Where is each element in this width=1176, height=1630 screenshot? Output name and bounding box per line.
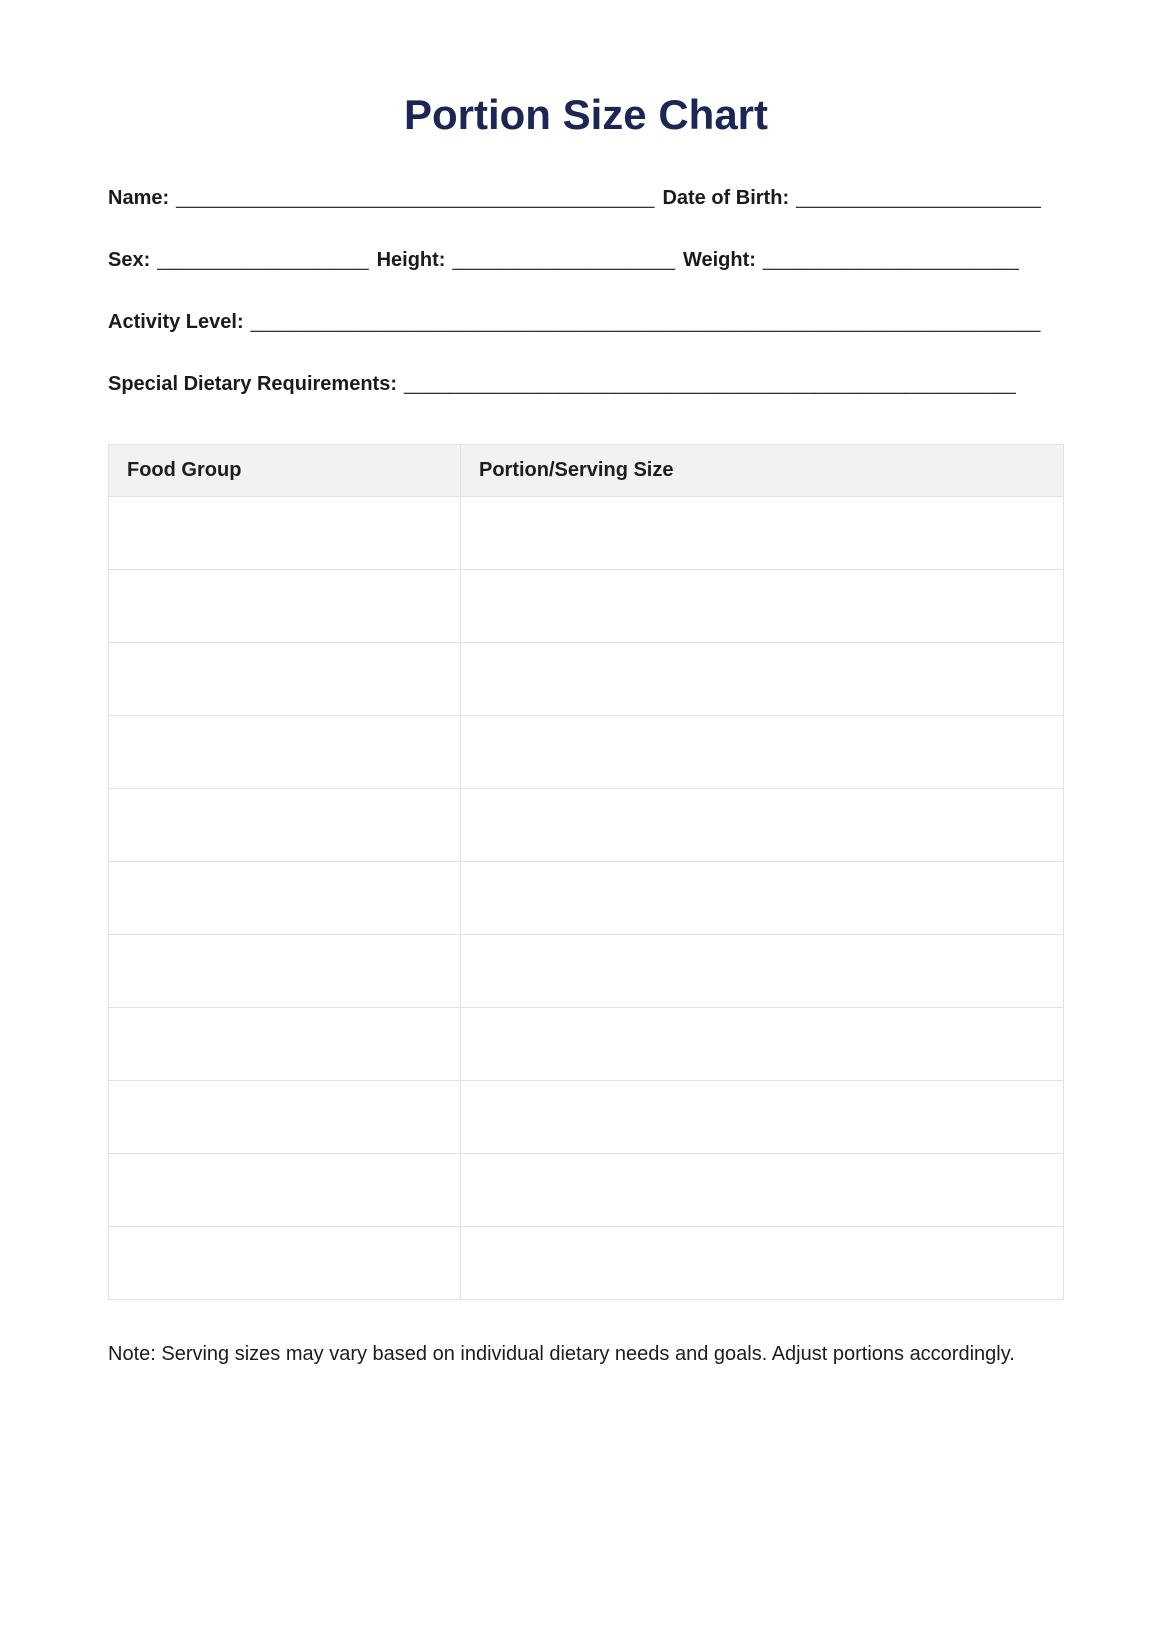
table-row xyxy=(109,1008,1064,1081)
table-row xyxy=(109,935,1064,1008)
food-group-cell[interactable] xyxy=(109,1227,461,1300)
table-row xyxy=(109,789,1064,862)
dietary-requirements-blank[interactable]: _______________________________________________________ xyxy=(404,373,1016,395)
food-group-cell[interactable] xyxy=(109,862,461,935)
portion-serving-size-header: Portion/Serving Size xyxy=(461,445,1064,497)
patient-info-form xyxy=(108,185,1064,397)
dietary-requirements-line xyxy=(108,371,1064,397)
name-field xyxy=(108,187,654,209)
page-title: Portion Size Chart xyxy=(403,91,769,138)
portion-size-cell[interactable] xyxy=(461,1154,1064,1227)
food-group-cell[interactable] xyxy=(109,716,461,789)
activity-level-label: Activity Level: xyxy=(108,311,244,333)
table-row xyxy=(109,716,1064,789)
sex-field xyxy=(108,249,369,271)
sex-label: Sex: xyxy=(108,249,151,271)
food-group-cell[interactable] xyxy=(109,789,461,862)
activity-level-blank[interactable]: _______________________________________________________________________ xyxy=(250,311,1041,333)
portion-size-cell[interactable] xyxy=(461,862,1064,935)
weight-label: Weight: xyxy=(682,249,756,271)
date-of-birth-field xyxy=(662,187,1040,209)
portion-size-cell[interactable] xyxy=(461,497,1064,570)
food-group-cell[interactable] xyxy=(109,570,461,643)
date-of-birth-blank[interactable]: ______________________ xyxy=(796,187,1041,209)
table-row xyxy=(109,570,1064,643)
sex-height-weight-line xyxy=(108,247,1064,273)
name-label: Name: xyxy=(108,187,170,209)
food-group-cell[interactable] xyxy=(109,935,461,1008)
food-group-cell[interactable] xyxy=(109,1154,461,1227)
dietary-requirements-label: Special Dietary Requirements: xyxy=(108,373,397,395)
date-of-birth-label: Date of Birth: xyxy=(662,187,790,209)
food-group-cell[interactable] xyxy=(109,497,461,570)
portion-size-cell[interactable] xyxy=(461,789,1064,862)
table-header-row xyxy=(109,445,1064,497)
weight-field xyxy=(683,249,1019,271)
food-group-cell[interactable] xyxy=(109,643,461,716)
name-dob-line xyxy=(108,185,1064,211)
dietary-requirements-field xyxy=(108,373,1016,395)
table-row xyxy=(109,1227,1064,1300)
activity-level-field xyxy=(108,311,1040,333)
height-field xyxy=(377,249,675,271)
table-row xyxy=(109,643,1064,716)
portion-size-cell[interactable] xyxy=(461,1008,1064,1081)
portion-table xyxy=(108,444,1064,1300)
portion-size-cell[interactable] xyxy=(461,1227,1064,1300)
table-row xyxy=(109,1081,1064,1154)
activity-level-line xyxy=(108,309,1064,335)
note-text: Note: Serving sizes may vary based on individual dietary needs and goals. Adjust portions accordingly. xyxy=(108,1343,1015,1365)
table-row xyxy=(109,1154,1064,1227)
weight-blank[interactable]: _______________________ xyxy=(762,249,1019,271)
height-label: Height: xyxy=(376,249,446,271)
portion-table-body xyxy=(109,497,1064,1300)
portion-size-cell[interactable] xyxy=(461,570,1064,643)
portion-size-cell[interactable] xyxy=(461,716,1064,789)
name-blank[interactable]: ___________________________________________ xyxy=(176,187,655,209)
table-row xyxy=(109,497,1064,570)
food-group-cell[interactable] xyxy=(109,1008,461,1081)
sex-blank[interactable]: ___________________ xyxy=(157,249,369,271)
portion-size-cell[interactable] xyxy=(461,643,1064,716)
food-group-header: Food Group xyxy=(109,445,461,497)
height-blank[interactable]: ____________________ xyxy=(452,249,675,271)
food-group-cell[interactable] xyxy=(109,1081,461,1154)
table-row xyxy=(109,862,1064,935)
portion-size-cell[interactable] xyxy=(461,1081,1064,1154)
portion-size-cell[interactable] xyxy=(461,935,1064,1008)
